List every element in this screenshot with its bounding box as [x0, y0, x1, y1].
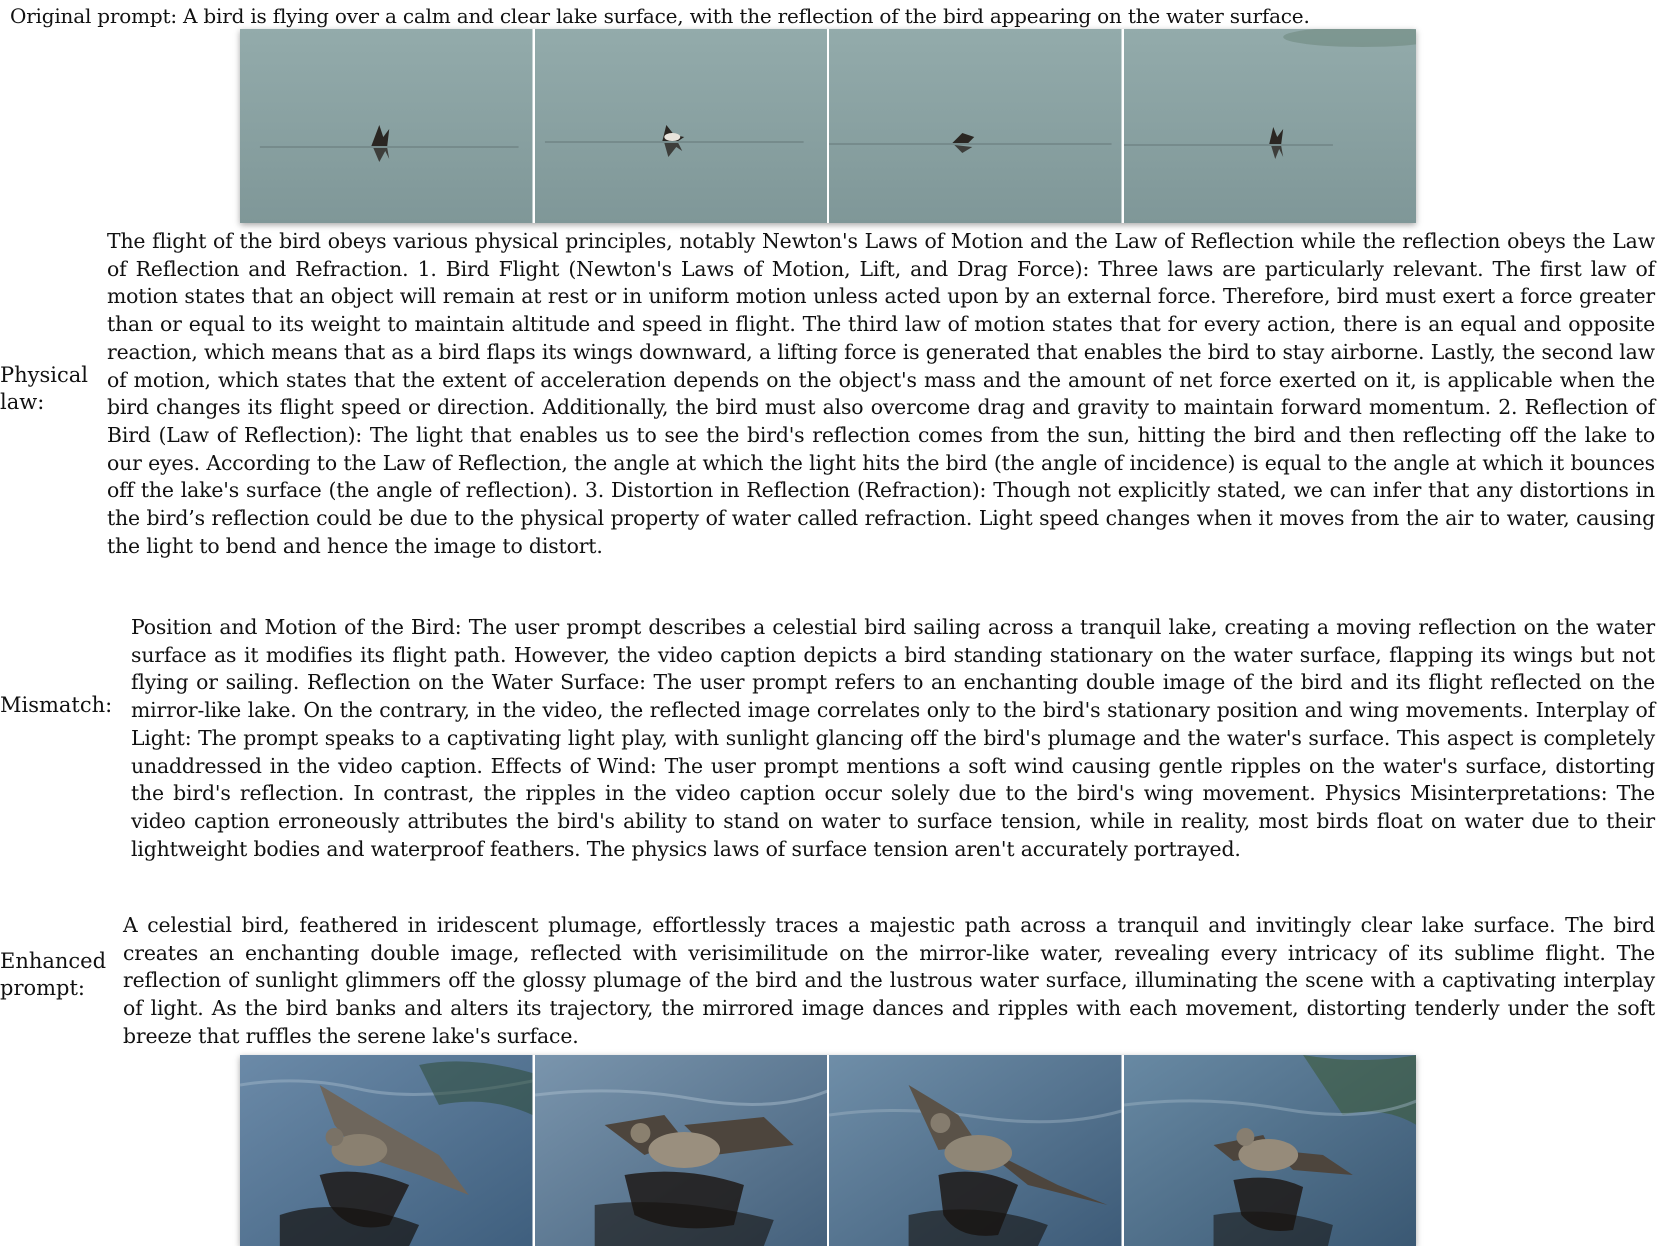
enhanced-frame-1: [240, 1055, 535, 1246]
original-prompt: [10, 2, 1310, 30]
enhanced-prompt-text: A celestial bird, feathered in iridescent plumage, effortlessly traces a majestic path across a tranquil and invitingly clear lake surface. The bird creates an enchanting double image, reflected with verisimilitude on the mirror-like water, revealing every intricacy of its sublime flight. The reflection of sunlight glimmers off the glossy plumage of the bird and the lustrous water surface, illuminating the scene with a captivating interplay of light. As the bird banks and alters its trajectory, the mirrored image dances and ripples with each movement, distorting tenderly under the soft breeze that ruffles the serene lake's surface.: [123, 913, 1655, 1048]
original-prompt-label: Original prompt:: [10, 4, 177, 28]
enhanced-frame-4: [1124, 1055, 1417, 1246]
physical-law-label-line-1: Physical: [0, 363, 89, 387]
enhanced-prompt-label-line-2: prompt:: [0, 976, 85, 1000]
physical-law-text: The flight of the bird obeys various physical principles, notably Newton's Laws of Motion and the Law of Reflection while the reflection obeys the Law of Reflection and Refraction. 1. Bird Flight (Newton's Laws of Motion, Lift, and Drag Force): Three laws are particularly relevant. The first law of motion states that an object will remain at rest or in uniform motion unless acted upon by an external force. Therefore, bird must exert a force greater than or equal to its weight to maintain altitude and speed in flight. The third law of motion states that for every action, there is an equal and opposite reaction, which means that as a bird flaps its wings downward, a lifting force is generated that enables the bird to stay airborne. Lastly, the second law of motion, which states that the extent of acceleration depends on the object's mass and the amount of net force exerted on it, is applicable when the bird changes its flight speed or direction. Additionally, the bird must also overcome drag and gravity to maintain forward momentum. 2. Reflection of Bird (Law of Reflection): The light that enables us to see the bird's reflection comes from the sun, hitting the bird and then reflecting off the lake to our eyes. According to the Law of Reflection, the angle at which the light hits the bird (the angle of incidence) is equal to the angle at which it bounces off the lake's surface (the angle of reflection). 3. Distortion in Reflection (Refraction): Though not explicitly stated, we can infer that any distortions in the bird’s reflection could be due to the physical property of water called refraction. Light speed changes when it moves from the air to water, causing the light to bend and hence the image to distort.: [107, 229, 1655, 558]
physical-law-label-line-2: law:: [0, 390, 45, 414]
enhanced-frame-3: [829, 1055, 1124, 1246]
mismatch-text: Position and Motion of the Bird: The user prompt describes a celestial bird sailing across a tranquil lake, creating a moving reflection on the water surface as it modifies its flight path. However, the video caption depicts a bird standing stationary on the water surface, flapping its wings but not flying or sailing. Reflection on the Water Surface: The user prompt refers to an enchanting double image of the bird and its flight reflected on the mirror-like lake. On the contrary, in the video, the reflected image correlates only to the bird's stationary position and wing movements. Interplay of Light: The prompt speaks to a captivating light play, with sunlight glancing off the bird's plumage and the water's surface. This aspect is completely unaddressed in the video caption. Effects of Wind: The user prompt mentions a soft wind causing gentle ripples on the water's surface, distorting the bird's reflection. In contrast, the ripples in the video caption occur solely due to the bird's wing movement. Physics Misinterpretations: The video caption erroneously attributes the bird's ability to stand on water to surface tension, while in reality, most birds float on water due to their lightweight bodies and waterproof feathers. The physics laws of surface tension aren't accurately portrayed.: [131, 615, 1655, 861]
mismatch-label: Mismatch:: [0, 693, 113, 717]
enhanced-frame-2: [535, 1055, 830, 1246]
enhanced-video-frames: [240, 1055, 1416, 1246]
original-frame-4: [1124, 29, 1417, 223]
enhanced-prompt-label-line-1: Enhanced: [0, 949, 107, 973]
original-prompt-text: A bird is flying over a calm and clear lake surface, with the reflection of the bird appearing on the water surface.: [183, 4, 1310, 28]
original-frame-2: [535, 29, 830, 223]
original-video-frames: [240, 29, 1416, 223]
physical-law-label: [0, 362, 110, 416]
enhanced-prompt-label: [0, 948, 110, 1002]
original-frame-1: [240, 29, 535, 223]
original-frame-3: [829, 29, 1124, 223]
